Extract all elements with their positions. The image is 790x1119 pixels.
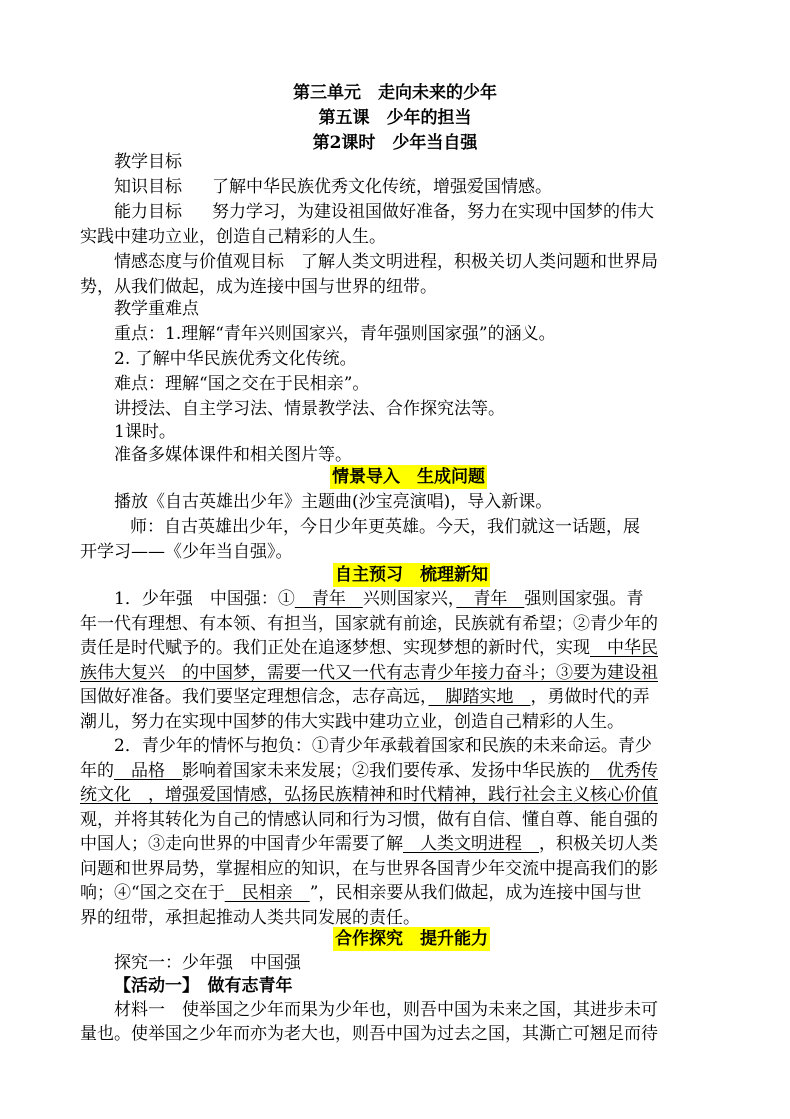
text-segment: 中国人；③走向世界的中国青少年需要了解 — [80, 834, 403, 854]
paragraph-line — [80, 832, 658, 856]
answer-blank: 脚踏实地 — [428, 687, 531, 707]
section-intro-heading: 情景导入 生成问题 — [332, 467, 485, 487]
ability-goal-cont: 实践中建功立业，创造自己精彩的人生。 — [80, 227, 386, 247]
lesson-title: 第五课 少年的担当 — [318, 108, 472, 128]
answer-blank: 品格 — [114, 760, 182, 781]
answer-blank: 统文化 — [80, 785, 148, 805]
answer-blank: 青年 — [456, 589, 525, 609]
paragraph-line — [80, 881, 641, 905]
attitude-goal-cont: 势，从我们做起，成为连接中国与世界的纽带。 — [80, 277, 437, 297]
key-point-1: 重点：1.理解“青年兴则国家兴，青年强则国家强”的涵义。 — [114, 324, 556, 344]
text-segment: 兴则国家兴， — [362, 589, 457, 609]
knowledge-label: 知识目标 — [114, 177, 182, 197]
paragraph-line — [80, 661, 658, 685]
text-segment: 强则国家强。青 — [524, 589, 644, 609]
answer-blank: 民相亲 — [224, 883, 310, 903]
paragraph-line — [80, 783, 658, 807]
knowledge-text: 了解中华民族优秀文化传统，增强爱国情感。 — [212, 177, 552, 197]
hours: 1课时。 — [114, 422, 176, 442]
answer-blank: 人类文明进程 — [403, 834, 539, 854]
answer-blank: 中华民 — [590, 638, 658, 658]
text-segment: 年一代有理想、有本领、有担当，国家就有前途，民族就有希望；②青少年的 — [80, 613, 658, 634]
paragraph-line — [114, 587, 643, 611]
paragraph-line — [80, 906, 420, 930]
unit-title: 第三单元 走向未来的少年 — [293, 83, 497, 103]
intro-line-1: 播放《自古英雄出少年》主题曲(沙宝亮演唱)，导入新课。 — [114, 492, 553, 512]
methods: 讲授法、自主学习法、情景教学法、合作探究法等。 — [114, 399, 505, 419]
key-point-2: 2. 了解中华民族优秀文化传统。 — [114, 349, 357, 369]
knowledge-goal — [114, 175, 552, 199]
explore-title: 探究一：少年强 中国强 — [114, 953, 301, 973]
paragraph-line — [114, 734, 652, 758]
text-segment: ，积极关切人类 — [539, 834, 658, 854]
text-segment: ”，民相亲要从我们做起，成为连接中国与世 — [309, 883, 642, 903]
text-segment: 1．少年强 中国强：① — [114, 589, 295, 609]
text-segment: 2．青少年的情怀与抱负：①青少年承载着国家和民族的未来命运。青少 — [114, 736, 652, 756]
text-segment: 问题和世界局势，掌握相应的知识，在与世界各国青少年交流中提高我们的影 — [80, 858, 658, 879]
text-segment: ，勇做时代的弄 — [530, 687, 650, 707]
paragraph-line — [80, 710, 624, 734]
difficulty: 难点：理解“国之交在于民相亲”。 — [114, 374, 370, 394]
answer-blank: 优秀传 — [590, 760, 658, 781]
section-explore-heading: 合作探究 提升能力 — [335, 929, 488, 949]
paragraph-line — [80, 808, 658, 832]
section-preview-heading: 自主预习 梳理新知 — [335, 565, 488, 585]
paragraph-line — [80, 636, 658, 660]
ability-label: 能力目标 — [114, 202, 182, 222]
text-segment: 年的 — [80, 760, 114, 781]
answer-blank: 族伟大复兴 — [80, 662, 182, 683]
paragraph-line — [80, 857, 658, 881]
goals-heading: 教学目标 — [114, 152, 182, 172]
answer-blank: 的中国梦，需要一代又一代有志青少年接力奋斗；③要为建设祖 — [182, 662, 658, 683]
keys-heading: 教学重难点 — [114, 299, 199, 319]
answer-blank: ，增强爱国情感，弘扬民族精神和时代精神，践行社会主义核心价值 — [148, 785, 658, 805]
ability-text: 努力学习，为建设祖国做好准备，努力在实现中国梦的伟大 — [212, 202, 654, 222]
paragraph-line — [80, 612, 658, 636]
intro-line-3: 开学习——《少年当自强》。 — [80, 542, 293, 562]
ability-goal — [114, 200, 654, 224]
text-segment: 责任是时代赋予的。我们正处在追逐梦想、实现梦想的新时代，实现 — [80, 638, 590, 658]
intro-line-2: 师：自古英雄出少年，今日少年更英雄。今天，我们就这一话题，展 — [130, 517, 640, 537]
text-segment: 观，并将其转化为自己的情感认同和行为习惯，做有自信、懂自尊、能自强的 — [80, 809, 658, 830]
answer-blank: 青年 — [294, 589, 363, 609]
period-title: 第2课时 少年当自强 — [312, 133, 478, 153]
activity-title: 【活动一】 做有志青年 — [114, 976, 293, 996]
paragraph-line — [80, 759, 658, 783]
attitude-goal: 情感态度与价值观目标 了解人类文明进程，积极关切人类问题和世界局 — [114, 252, 658, 272]
paragraph-line — [80, 685, 650, 709]
text-segment: 影响着国家未来发展；②我们要传承、发扬中华民族的 — [182, 760, 590, 781]
text-segment: 界的纽带，承担起推动人类共同发展的责任。 — [80, 907, 420, 928]
text-segment: 响；④“国之交在于 — [80, 883, 225, 903]
material-line-2: 量也。使举国之少年而亦为老大也，则吾中国为过去之国，其澌亡可翘足而待 — [80, 1024, 658, 1044]
text-segment: 潮儿，努力在实现中国梦的伟大实践中建功立业，创造自己精彩的人生。 — [80, 711, 624, 732]
preparation: 准备多媒体课件和相关图片等。 — [114, 445, 352, 465]
material-line-1: 材料一 使举国之少年而果为少年也，则吾中国为未来之国，其进步未可 — [114, 1000, 658, 1020]
text-segment: 国做好准备。我们要坚定理想信念，志存高远， — [80, 687, 429, 707]
